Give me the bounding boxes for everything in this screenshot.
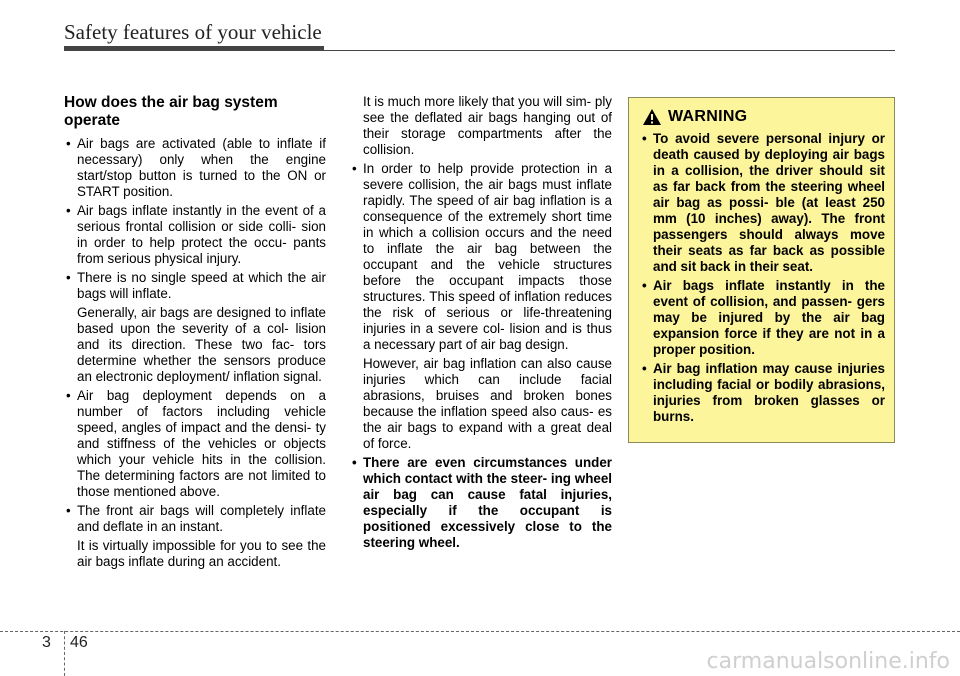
list-item: • Air bags are activated (able to inflate if necessary) only when the engine start/stop button is turned to the ON or START position. <box>64 136 326 200</box>
warning-list <box>640 131 885 425</box>
warning-item: • To avoid severe personal injury or death caused by deploying air bags in a collision, the driver should sit as far back from the steering wheel air bag as possi- ble (at least 250 mm (10 inches) away). The front passengers should always move their seats as far back as possible and sit back in their seat. <box>640 131 885 275</box>
left-column-list <box>64 136 326 302</box>
list-item: • In order to help provide protection in a severe collision, the air bags must inflate rapidly. The speed of air bag inflation is a consequence of the extremely short time in which a collision occurs and the need to inflate the air bag between the occupant and the vehicle structures before the occupant impacts those structures. This speed of inflation reduces the risk of serious or life-threatening injuries in a severe col- lision and is thus a necessary part of air bag design. <box>350 161 612 353</box>
list-item: • There is no single speed at which the air bags will inflate. <box>64 270 326 302</box>
page-number: 46 <box>70 634 88 651</box>
section-heading: How does the air bag system operate <box>64 94 278 129</box>
footer-divider <box>64 631 65 676</box>
middle-column-list-2 <box>350 455 612 551</box>
middle-column <box>350 94 612 554</box>
header-rule <box>324 50 895 51</box>
watermark: carmanualsonline.info <box>706 649 950 674</box>
list-item: • The front air bags will completely inflate and deflate in an instant. <box>64 503 326 535</box>
list-item: • There are even circumstances under which contact with the steer- ing wheel air bag can cause fatal injuries, especially if the occupant is positioned excessively close to the steering wheel. <box>350 455 612 551</box>
warning-header <box>642 108 885 126</box>
warning-title: WARNING <box>668 108 748 125</box>
page-header-title: Safety features of your vehicle <box>64 20 322 44</box>
warning-item: • Air bags inflate instantly in the event of collision, and passen- gers may be injured by the air bag expansion force if they are not in a proper position. <box>640 278 885 358</box>
warning-box <box>628 97 895 443</box>
header-bar <box>64 46 324 51</box>
middle-column-list <box>350 161 612 353</box>
list-item: • Air bag deployment depends on a number of factors including vehicle speed, angles of impact and the densi- ty and stiffness of the vehicles or objects which your vehicle hits in the collision. The determining factors are not limited to those mentioned above. <box>64 388 326 500</box>
paragraph: However, air bag inflation can also cause injuries which can include facial abrasions, bruises and broken bones because the inflation speed also caus- es the air bags to expand with a great deal of force. <box>363 356 612 451</box>
paragraph: It is much more likely that you will sim- ply see the deflated air bags hanging out of their storage compartments after the collision. <box>363 94 612 157</box>
paragraph: It is virtually impossible for you to see the air bags inflate during an accident. <box>77 538 326 569</box>
warning-item: • Air bag inflation may cause injuries including facial or bodily abrasions, injuries from broken glasses or burns. <box>640 361 885 425</box>
footer-rule <box>0 631 960 632</box>
paragraph: Generally, air bags are designed to inflate based upon the severity of a col- lision and its direction. These two fac- tors determine whether the sensors produce an electronic deployment/ inflation signal. <box>77 305 326 384</box>
left-column-list-2 <box>64 388 326 535</box>
left-column <box>64 94 326 573</box>
list-item: • Air bags inflate instantly in the event of a serious frontal collision or side colli- sion in order to help protect the occu- pants from serious physical injury. <box>64 203 326 267</box>
section-number: 3 <box>42 634 51 651</box>
warning-triangle-icon <box>642 108 662 126</box>
